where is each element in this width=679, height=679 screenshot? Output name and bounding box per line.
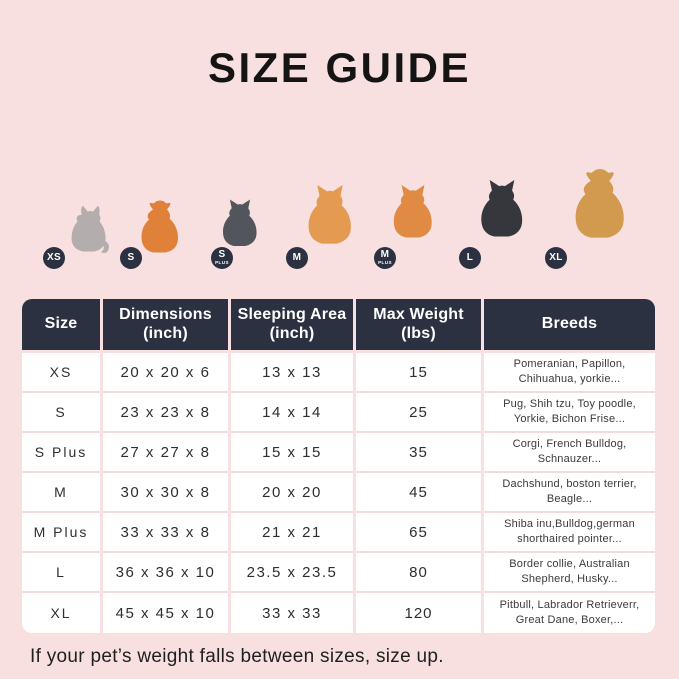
column-header-unit: (inch) — [143, 324, 188, 342]
size-badge-m — [286, 247, 308, 269]
column-header-label: Sleeping Area — [237, 306, 347, 324]
table-cell-size: M — [22, 473, 100, 513]
table-cell-max-weight: 120 — [356, 593, 481, 633]
cat-silhouette — [72, 206, 109, 253]
corgi-icon — [301, 158, 359, 270]
sizing-advice-note: If your pet’s weight falls between sizes, size up. — [30, 646, 444, 667]
column-header-breeds — [484, 299, 655, 353]
column-header-sleeping-area — [231, 299, 353, 353]
table-cell-dimensions: 27 x 27 x 8 — [103, 433, 228, 473]
cat-icon — [66, 186, 112, 270]
column-header-size — [22, 299, 100, 353]
french-bulldog-silhouette — [223, 200, 257, 246]
table-cell-dimensions: 20 x 20 x 6 — [103, 353, 228, 393]
table-cell-sleeping-area: 14 x 14 — [231, 393, 353, 433]
corgi-silhouette — [309, 185, 351, 244]
corgi-image — [301, 158, 359, 270]
table-cell-max-weight: 25 — [356, 393, 481, 433]
column-header-label: Max Weight — [373, 306, 464, 324]
table-cell-max-weight: 65 — [356, 513, 481, 553]
pomeranian-icon — [135, 184, 185, 270]
table-cell-dimensions: 23 x 23 x 8 — [103, 393, 228, 433]
table-cell-max-weight: 80 — [356, 553, 481, 593]
table-cell-size: S Plus — [22, 433, 100, 473]
column-header-dimensions — [103, 299, 228, 353]
column-header-unit: (lbs) — [401, 324, 436, 342]
column-header-max-weight — [356, 299, 481, 353]
cat-image — [66, 186, 112, 270]
table-cell-size: L — [22, 553, 100, 593]
size-badge-label: L — [466, 252, 474, 263]
column-header-label: Size — [44, 315, 78, 333]
golden-retriever-silhouette — [576, 169, 624, 238]
table-cell-breeds: Pug, Shih tzu, Toy poodle, Yorkie, Bichon Frise... — [484, 393, 655, 433]
table-cell-max-weight: 45 — [356, 473, 481, 513]
page-title: SIZE GUIDE — [207, 44, 472, 91]
table-cell-breeds: Pitbull, Labrador Retrieverr, Great Dane, Boxer,... — [484, 593, 655, 633]
size-badge-label: S — [127, 252, 135, 263]
table-cell-size: XS — [22, 353, 100, 393]
size-badge-label: M — [380, 249, 390, 261]
size-badge-s-plus — [211, 247, 233, 269]
size-badge-xl — [545, 247, 567, 269]
table-cell-dimensions: 36 x 36 x 10 — [103, 553, 228, 593]
size-badge-label: XS — [47, 252, 61, 263]
size-guide-table — [22, 299, 655, 633]
table-cell-sleeping-area: 13 x 13 — [231, 353, 353, 393]
column-header-label: Breeds — [541, 315, 598, 333]
column-header-unit: (inch) — [269, 324, 315, 342]
table-cell-sleeping-area: 23.5 x 23.5 — [231, 553, 353, 593]
table-cell-dimensions: 45 x 45 x 10 — [103, 593, 228, 633]
table-cell-size: XL — [22, 593, 100, 633]
border-collie-silhouette — [481, 180, 522, 237]
table-cell-sleeping-area: 20 x 20 — [231, 473, 353, 513]
golden-retriever-icon — [567, 138, 633, 270]
size-badge-label: M — [292, 252, 302, 263]
table-cell-breeds: Pomeranian, Papillon, Chihuahua, yorkie... — [484, 353, 655, 393]
table-cell-breeds: Shiba inu,Bulldog,german shorthaired pointer... — [484, 513, 655, 553]
table-cell-breeds: Border collie, Australian Shepherd, Husky... — [484, 553, 655, 593]
border-collie-image — [474, 146, 530, 270]
table-cell-breeds: Corgi, French Bulldog, Schnauzer... — [484, 433, 655, 473]
table-cell-sleeping-area: 15 x 15 — [231, 433, 353, 473]
border-collie-icon — [474, 146, 530, 270]
column-header-label: Dimensions — [119, 306, 212, 324]
table-cell-max-weight: 15 — [356, 353, 481, 393]
size-badge-sublabel: PLUS — [378, 260, 392, 266]
size-badge-label: S — [218, 249, 226, 261]
size-badge-l — [459, 247, 481, 269]
size-badge-xs — [43, 247, 65, 269]
table-cell-size: M Plus — [22, 513, 100, 553]
table-cell-max-weight: 35 — [356, 433, 481, 473]
pomeranian-silhouette — [142, 201, 179, 253]
size-badge-s — [120, 247, 142, 269]
table-cell-sleeping-area: 33 x 33 — [231, 593, 353, 633]
table-cell-dimensions: 30 x 30 x 8 — [103, 473, 228, 513]
size-badge-sublabel: PLUS — [215, 260, 229, 266]
golden-retriever-image — [567, 138, 633, 270]
table-cell-dimensions: 33 x 33 x 8 — [103, 513, 228, 553]
shiba-inu-silhouette — [394, 185, 432, 238]
size-badge-m-plus — [374, 247, 396, 269]
table-cell-breeds: Dachshund, boston terrier, Beagle... — [484, 473, 655, 513]
pomeranian-image — [135, 184, 185, 270]
table-cell-sleeping-area: 21 x 21 — [231, 513, 353, 553]
size-badge-label: XL — [549, 252, 563, 263]
table-cell-size: S — [22, 393, 100, 433]
